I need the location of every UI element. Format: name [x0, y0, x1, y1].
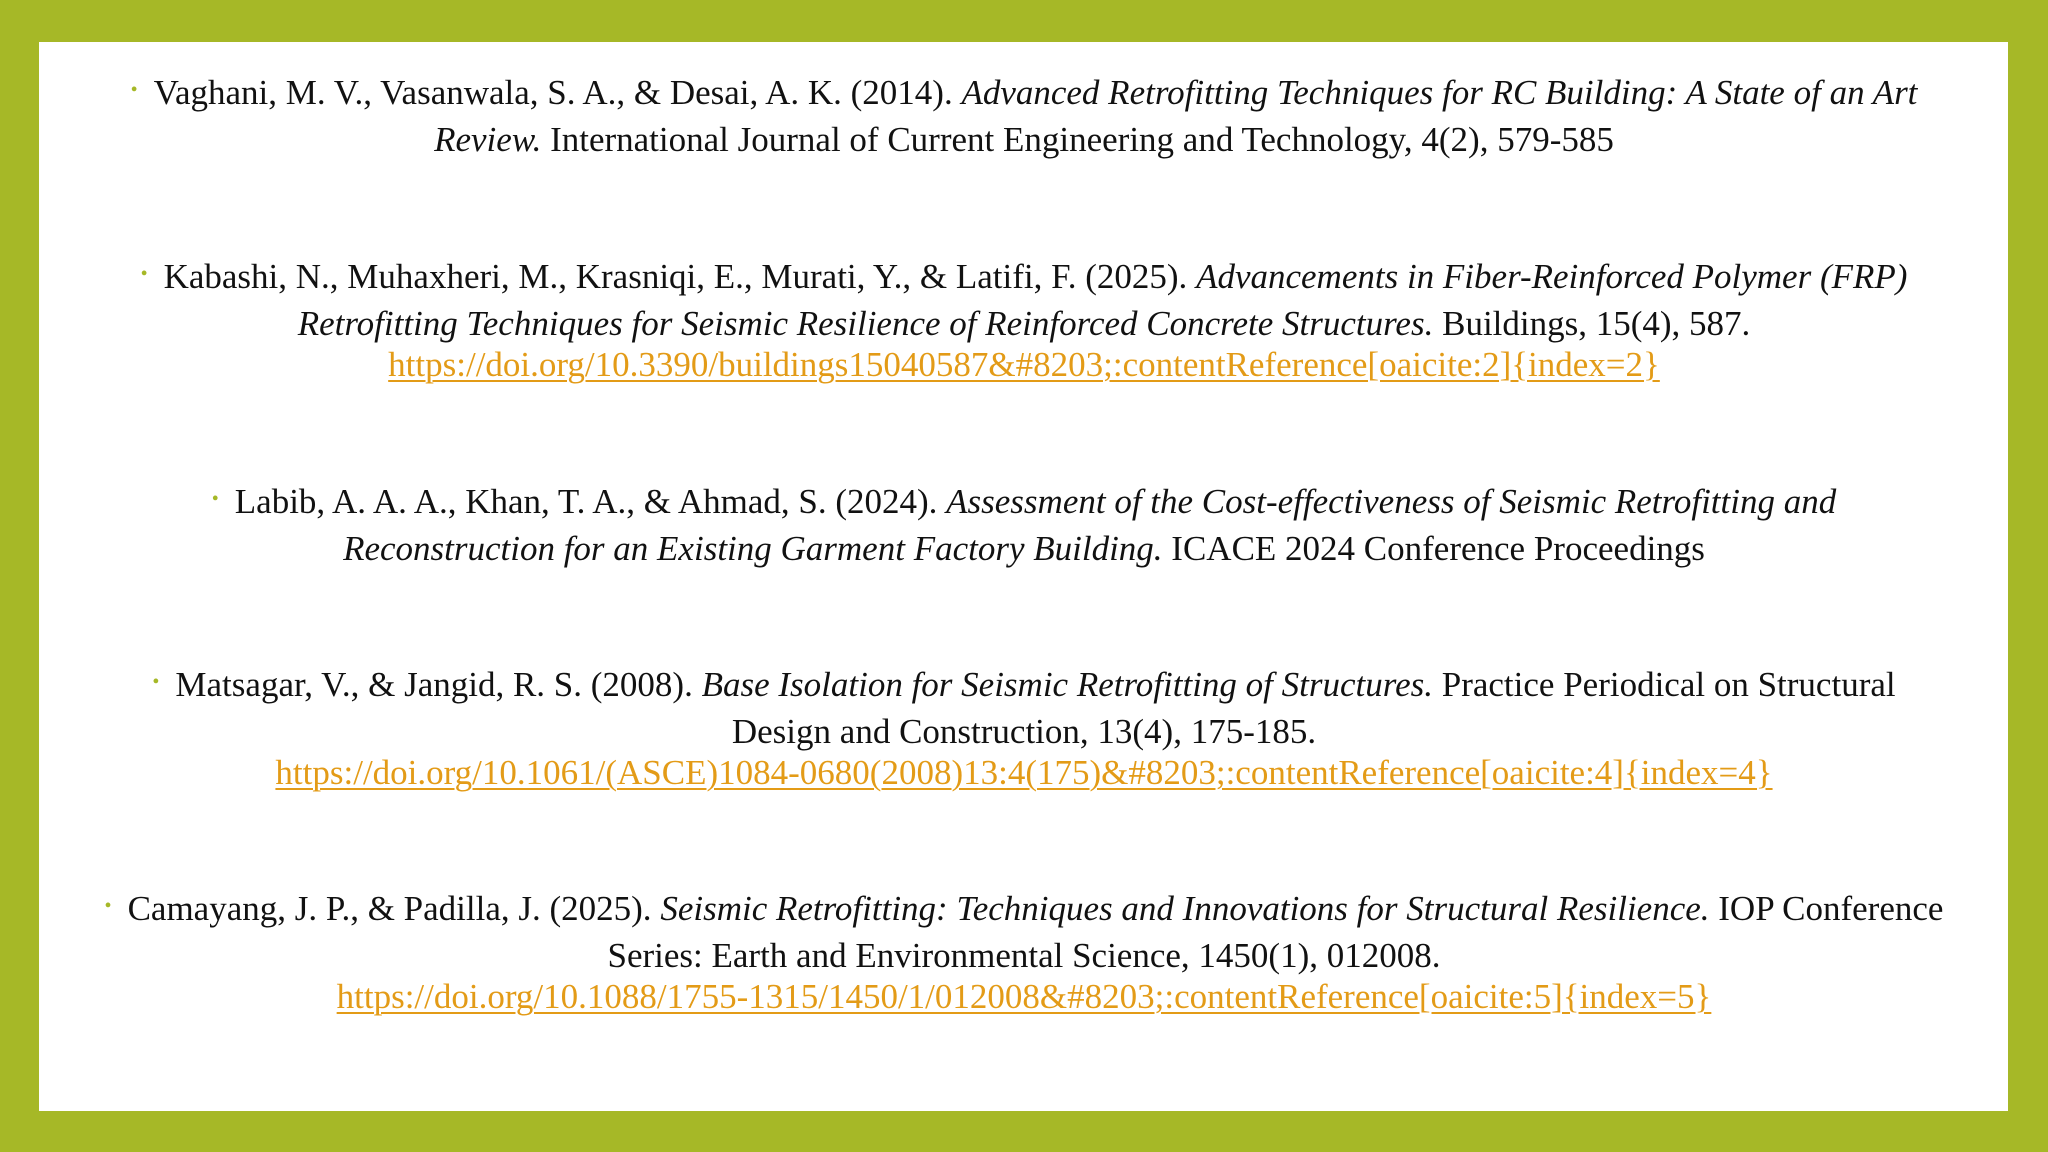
reference-authors: Labib, A. A. A., Khan, T. A., & Ahmad, S. (2024).: [234, 482, 938, 521]
bullet-icon: •: [140, 263, 148, 285]
bullet-icon: •: [130, 79, 138, 101]
reference-source: IOP Conference Series: Earth and Environmental Science, 1450(1), 012008.: [607, 889, 1944, 975]
reference-item: [109, 256, 1939, 385]
reference-doi-link[interactable]: https://doi.org/10.1088/1755-1315/1450/1/012008&#8203;:contentReference[oaicite:5]{index=5}: [336, 977, 1712, 1016]
bullet-icon: •: [152, 671, 160, 693]
reference-title: Advanced Retrofitting Techniques for RC Building: A State of an Art Review.: [434, 73, 1918, 159]
reference-doi-link[interactable]: https://doi.org/10.1061/(ASCE)1084-0680(2008)13:4(175)&#8203;:contentReference[oaicite:4]{index=4}: [275, 753, 1773, 792]
reference-source: International Journal of Current Engineering and Technology, 4(2), 579-585: [550, 120, 1614, 159]
reference-authors: Camayang, J. P., & Padilla, J. (2025).: [127, 889, 652, 928]
reference-title: Assessment of the Cost-effectiveness of Seismic Retrofitting and Reconstruction for an Existing Garment Factory Building.: [343, 482, 1837, 568]
reference-item: [109, 481, 1939, 569]
reference-title: Advancements in Fiber-Reinforced Polymer (FRP) Retrofitting Techniques for Seismic Resilience of Reinforced Concrete Structures.: [297, 257, 1908, 343]
reference-authors: Vaghani, M. V., Vasanwala, S. A., & Desai, A. K. (2014).: [153, 73, 953, 112]
bullet-icon: •: [211, 488, 219, 510]
reference-item: [109, 72, 1939, 160]
reference-authors: Kabashi, N., Muhaxheri, M., Krasniqi, E., Murati, Y., & Latifi, F. (2025).: [163, 257, 1188, 296]
bullet-icon: •: [104, 895, 112, 917]
reference-source: Practice Periodical on Structural Design and Construction, 13(4), 175-185.: [731, 665, 1896, 751]
reference-source: ICACE 2024 Conference Proceedings: [1171, 529, 1705, 568]
reference-item: [99, 664, 1949, 793]
reference-authors: Matsagar, V., & Jangid, R. S. (2008).: [175, 665, 693, 704]
reference-title: Seismic Retrofitting: Techniques and Innovations for Structural Resilience.: [660, 889, 1710, 928]
reference-item: [99, 888, 1949, 1017]
reference-title: Base Isolation for Seismic Retrofitting of Structures.: [701, 665, 1433, 704]
reference-doi-link[interactable]: https://doi.org/10.3390/buildings15040587&#8203;:contentReference[oaicite:2]{index=2}: [388, 345, 1660, 384]
slide-canvas: [39, 42, 2008, 1111]
reference-source: Buildings, 15(4), 587.: [1442, 304, 1751, 343]
